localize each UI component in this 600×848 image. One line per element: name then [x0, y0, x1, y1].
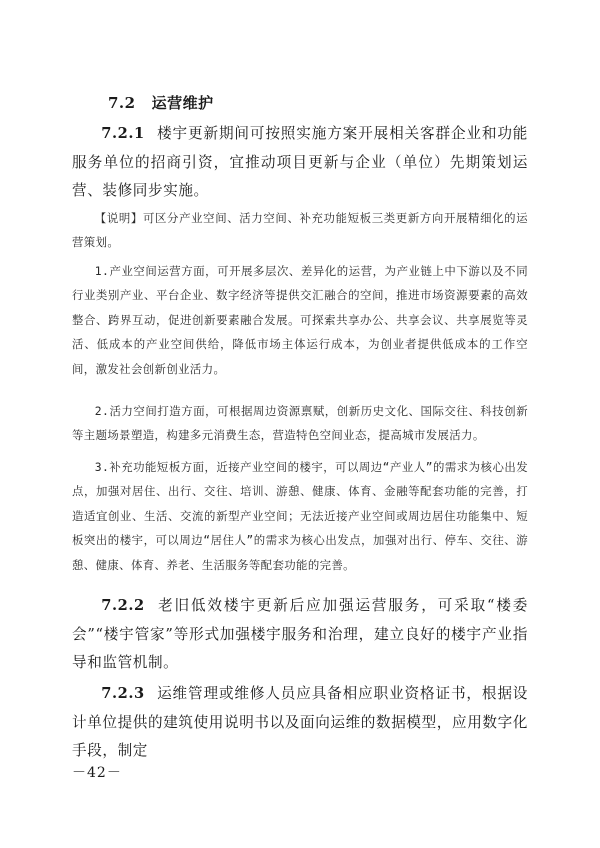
clause-number: 7.2.2	[101, 597, 145, 614]
clause-number: 7.2.3	[101, 685, 145, 702]
clause-text: 老旧低效楼宇更新后应加强运营服务，可采取“楼委会”“楼宇管家”等形式加强楼宇服务和治理，建立良好的楼宇产业指导和监管机制。	[72, 597, 528, 671]
note-item-1: 1.产业空间运营方面，可开展多层次、差异化的运营，为产业链上中下游以及不同行业类别产业、平台企业、数字经济等提供交汇融合的空间，推进市场资源要素的高效整合、跨界互动，促进创新要素融合发展。可探索共享办公、共享会议、共享展览等灵活、低成本的产业空间供给，降低市场主体运行成本，为创业者提供低成本的工作空间，激发社会创新创业活力。	[72, 264, 528, 376]
note-item-3: 3.补充功能短板方面，近接产业空间的楼宇，可以周边“产业人”的需求为核心出发点，加强对居住、出行、交往、培训、游憩、健康、体育、金融等配套功能的完善，打造适宜创业、生活、交流的新型产业空间；无法近接产业空间或周边居住功能集中、短板突出的楼宇，可以周边“居住人”的需求为核心出发点，加强对出行、停车、交往、游憩、健康、体育、养老、生活服务等配套功能的完善。	[72, 460, 528, 572]
clause-number: 7.2.1	[101, 125, 145, 142]
clause-7-2-3	[72, 680, 528, 766]
section-number: 7.2	[108, 94, 136, 112]
clause-7-2-2	[72, 592, 528, 678]
clause-text: 楼宇更新期间可按照实施方案开展相关客群企业和功能服务单位的招商引资，宜推动项目更新与企业（单位）先期策划运营、装修同步实施。	[72, 125, 528, 199]
clause-text: 运维管理或维修人员应具备相应职业资格证书，根据设计单位提供的建筑使用说明书以及面向运维的数据模型，应用数字化手段，制定	[72, 685, 528, 759]
clause-7-2-1	[72, 120, 528, 206]
section-heading	[108, 92, 214, 113]
page-number: －42－	[72, 765, 122, 781]
note-intro: 【说明】可区分产业空间、活力空间、补充功能短板三类更新方向开展精细化的运营策划。	[72, 211, 528, 250]
section-title: 运营维护	[151, 94, 214, 112]
note-item-2: 2.活力空间打造方面，可根据周边资源禀赋，创新历史文化、国际交往、科技创新等主题场景塑造，构建多元消费生态，营造特色空间业态，提高城市发展活力。	[72, 404, 528, 443]
